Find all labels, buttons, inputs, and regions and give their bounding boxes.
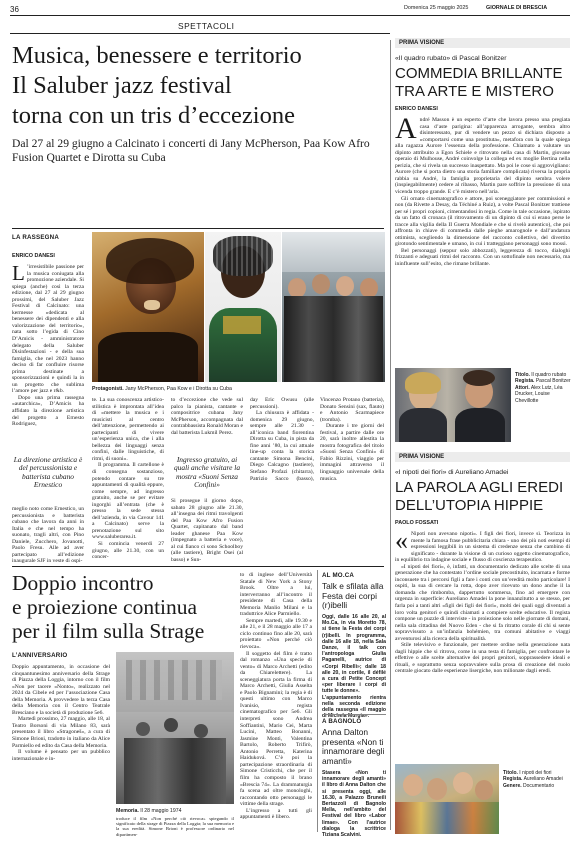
jazz-pull-quote-2: Ingresso gratuito, ai quali anche visitare la mostra «Suoni Senza Confini»: [173, 455, 241, 490]
prima2-card-genre-label: Genere.: [503, 782, 522, 789]
strage-photo-caption-bold: Memoria.: [116, 808, 139, 814]
newspaper-name: GIORNALE DI BRESCIA: [486, 5, 548, 11]
strage-headline-2: e proiezione continua: [12, 595, 198, 619]
photo-il-quadro-rubato: [395, 368, 511, 442]
jazz-col4-p2: La chiusura è affidata - domenica 29 giugno, sempre alle 21.30 - all’iconica band fiorentina Dirotta su Cuba, in pista da fine anni ’80, la cui attuale line-up conta la storica cantante Simona Bencini, Diego Calcagno (tastiere), Stefano Profazi (chitarra), Patrizio Sacco (basso), Vincenzo Protano (batteria), Donato Sensini (sax, flauto) e Antonio Scarmapiece (tromba).: [250, 397, 384, 482]
strage-headline-1: Doppio incontro: [12, 571, 154, 595]
strage-col1-p2: Martedì prossimo, 27 maggio, alle 18, al Teatro Borsoni di via Milano 83, sarà presentato il libro «Stragoneš», a cura di Simone Brioni, tradotto in italiano da Alice Parmiello ed edito da Casa della Memoria.: [12, 716, 110, 749]
jazz-subhead: Dal 27 al 29 giugno a Calcinato i concerti di Jany McPherson, Paa Kow Afro Fusion Quartet e Dirotta su Cuba: [12, 137, 370, 164]
jazz-col-1: [12, 261, 84, 428]
jazz-byline: ENRICO DANESI: [12, 253, 55, 259]
jazz-col4-p3: Durante i tre giorni del festival, a partire dalle ore 20, sarà inoltre allestita la mostra fotografica del titolo «Suoni Senza Confini» di Fabio Rizzini, viaggio per immagini attraverso il linguaggio universale della musica.: [320, 423, 384, 482]
photo-i-nipoti-dei-fiori: [395, 764, 499, 834]
prima2-card-genre: Documentario: [523, 782, 555, 789]
moca-separator: [322, 714, 386, 715]
prima1-card-title: Il quadro rubato: [531, 372, 567, 378]
photo-dirotta-su-cuba: [282, 232, 385, 382]
prima1-card-actors-label: Attori.: [515, 384, 530, 391]
prima1-card-director-label: Regista.: [515, 378, 535, 385]
prima1-kicker: «Il quadro rubato» di Pascal Bonitzer: [395, 55, 507, 62]
strage-col2-p1: troduce il film «Non perché ciò rievoca» spiegando il significato della strage di Piazza della Loggia; la sua memoria e la sua eredità. Simone Brioni è professore ordinario nel dipartimen-: [116, 816, 234, 837]
strage-kicker: L’ANNIVERSARIO: [12, 652, 68, 659]
prima2-p2: «I nipoti dei fiori», è, infatti, un documentario dedicato alle scelte di una generazione che ha contestato l’ordine sociale precostituito, incarnata e forme inconsuete tra i percorsi figli a fare i conti con un’eredità molto particolare! I ospiti, la sua di cercare la rotta, dopo aver ricevuto un dono anche il la domanda che rimbomba, dappertutto sommersa, fino ad emergere con urgenza in superficie: Aureliano Amadei la pone innanzitutto a se stesso, per farla poi a tanti altri «figli dei figli dei fiori», molti dei quali oggi diventati a loro volta genitori e quindi chiamati a compiere scelte educative. Il regista compone un puzzle di interviste - in proiezione solo nelle giornate di domani, nella sala cittadina del Nuovo Eden - che si fa ritratto corale di chi si sente sopravvissuto a un’infanzia bohémien, tra comuni abitative e viaggi avventurosi alla ricerca della spiritualità.: [395, 563, 570, 642]
prima1-dropcap: A: [395, 112, 417, 145]
photo-memoria: [116, 652, 234, 804]
jazz-col3-p1: to d’eccezione che vede sul palco la pianista, cantante e compositrice cubana Jany McPherson, accompagnata dal contrabbassista Ronald Moran e dal batterista Lukmil Perez.: [171, 397, 243, 436]
prima1-headline-2: TRA ARTE E MISTERO: [395, 83, 554, 100]
jazz-col-3-cont: [171, 498, 243, 563]
strage-col1-p1: Doppio appuntamento, in occasione del cinquantunesimo anniversario della Strage di Piazza della Loggia, intorno con il film «Non per tacere «Nonto», realizzato nel 2024 da Cibele ed per l’associazione Casa della Memoria. A provvedere la terza Casa della Memoria con il Centro Teatrale Bresciano e la società di produzione 5e6.: [12, 664, 110, 716]
prima1-card: [515, 372, 571, 404]
photo-paa-kow: [205, 232, 281, 382]
strage-col3-p4: L’ingresso a tutti gli appuntamenti è libero.: [240, 807, 312, 821]
jazz-headline-1: Musica, benessere e territorio: [12, 42, 302, 69]
moca-body-p2: L’appuntamento rientra nella seconda edizione della rassegna «Il maggio di Michela Murgia».: [322, 694, 386, 720]
header-rule-2: [10, 33, 390, 34]
moca-vertical-rule: [317, 570, 318, 832]
prima1-label: PRIMA VISIONE: [395, 38, 570, 48]
prima1-card-title-label: Titolo.: [515, 372, 530, 378]
lower-divider: [12, 566, 384, 567]
strage-col-2b: [116, 816, 234, 837]
prima2-quote-mark: «: [395, 526, 408, 555]
header-rule: [10, 15, 570, 16]
prima2-card-title: I nipoti dei fiori: [519, 770, 552, 776]
strage-headline-3: per il film sulla Strage: [12, 619, 205, 643]
strage-col3-p1: to di inglese dell’Università Statale di New York a Stony Brook. Oltre a lui, interverranno all’incontro il presidente di Casa della Memoria Manlio Milani e la traduttrice Alice Parmiello.: [240, 572, 312, 618]
prima2-headline-1: LA PAROLA AGLI EREDI: [395, 479, 564, 496]
bagnolo-kicker: A BAGNOLO: [322, 718, 362, 725]
bagnolo-body: Stasera «Non ti innamorare degli amanti» il libro di Anna Dalton che si presenta oggi, alle 16.30, a Palazzo Bruneili Bertazzoli di Bagnolo Mella, nell’ambito del Festival del libro «Labor limae». Con l’autrice dialoga la scrittrice Tiziana Scalvini.: [322, 770, 386, 839]
prima1-card-actors: Alex Lutz, Léa Drucker, Louise Chevillotte: [515, 384, 563, 404]
jazz-col1-p2: Dopo una prima rassegna «autarchica», D’Amicis ha affidato la direzione artistica del progetto a Ernesto Rodriguez,: [12, 394, 84, 428]
moca-kicker: AL MO.CA: [322, 572, 355, 579]
prima1-headline-1: COMMEDIA BRILLANTE: [395, 65, 563, 82]
prima2-card-director-label: Regista.: [503, 776, 523, 783]
jazz-photo-caption-text: Jany McPherson, Paa Kow e i Dirotta su Cuba: [125, 386, 232, 392]
jazz-photo-caption: [92, 386, 385, 392]
prima2-byline: PAOLO FOSSATI: [395, 520, 439, 526]
prima2-card: [503, 770, 571, 789]
bagnolo-title: Anna Dalton presenta «Non ti innamorare degli amanti»: [322, 727, 385, 766]
prima2-kicker: «I nipoti dei fiori» di Aureliano Amadei: [395, 469, 509, 476]
jazz-col1-p1: ’irresistibile passione per la musica coniugata alla promozione aziendale. Si spiega (anche) così la terza edizione, dal 27 al 29 giugno prossimi, del Saluber Jazz Festival di Calcinato: una kermesse «dedicata al benessere dei dipendenti e alla valorizzazione del territorio», nata sotto l’egida di Cino D’Amicis - amministratore delegato della Saluber Disinfestazioni - e della sua famiglia, che nel 2023 hanno deciso di far confluire risorse prima destinate a sponsorizzazioni e quindi la in un progetto che sublima l’amore per jazz e r&b.: [12, 264, 84, 395]
moca-body: [322, 614, 386, 719]
jazz-pull-quote-1: La direzione artistica è del percussionista e batterista cubano Ernestico: [13, 455, 83, 490]
jazz-dropcap: L: [12, 261, 25, 285]
jazz-col-4: [250, 397, 384, 482]
photo-jany-mcpherson: [92, 232, 204, 382]
strage-col-1: [12, 664, 110, 762]
jazz-col2-p3: Si comincia venerdì 27 giugno, alle 21.30, con un concer-: [92, 541, 164, 561]
prima1-p1: ndré Masson è un esperto d’arte che lavora presso una pregiata casa d’aste parigina: all’apparenza arrogante, sembra altro disinteressato, pur di vendere un pezzo si dichiara disposto a «comportarsi come una prostituta», metafora con la quale spiega alla ragazza Aurore l’essenza della professione. Chiamato a valutare un dipinto attribuito a Egon Schiele e ritrovato nella casa di Martin, giovane operaio di Mulhouse, André coinvolge la collega ed ex moglie Bertina nella perizia, che si rivela un successo inaspettato. Ma poi le cose si aggrovigliano: Aurore (che si porta dietro una storia familiare complicata) riversa la propria rabbia su André, la famiglia proprietaria del dipinto sembra volere (inspiegabilmente) cedere al ribasso, Martin pare soffrire la pressione di una vicenda troppo grande. E c’è mistero nell’aria.: [395, 117, 570, 196]
header-date: Domenica 25 maggio 2025: [404, 5, 469, 11]
page-number: 36: [10, 5, 19, 14]
prima2-p1: Nipoti non avevano nipoti». I figli dei fiori, invece sì. Teorizza in mente la famosa frase pubblicitaria chiara - uno dei più noti esempi di espressioni leggibili in un sistema di credenze senza che cambino di significato - durante la visione di un curioso oggetto cinematografico, in equilibrio tra indagine sociale e flusso di coscienza terapeutico.: [395, 531, 570, 564]
strage-col1-p3: Il volume è pensato per un pubblico internazionale e in-: [12, 749, 110, 762]
prima1-byline: ENRICO DANESI: [395, 106, 438, 112]
jazz-col4-p1: day Eric Owusu (alle percussioni).: [250, 397, 314, 410]
jazz-col-3: [171, 397, 243, 436]
jazz-col2-p2: Il programma. Il cartellone è di consegna sostanzioso, potendo contare su tre appuntamenti di qualità eppure, come sempre, ad ingresso gratuito, anche se per evitare ingorghi all’entrata (che è presso la sede stessa dell’azienda, in via Cavour 141 a Calcinato) serve la prenotazione sul sito www.saluberarea.it.: [92, 462, 164, 541]
prima2-card-title-label: Titolo.: [503, 770, 518, 776]
prima2-label: PRIMA VISIONE: [395, 452, 570, 462]
strage-col3-p3: Il soggetto del film è tratto dal romanzo «Una specie di vento» di Marco Archetti (edito da Chiarelettere). La sceneggiatura porta la firma di Marco Archetti, Giulia Asselta e Paolo Bignamini; la regia è di questi ultimo con Marco Ivanisio, regista cinematografico per 5e6. Gli interpreti sono Andrea Soffiantini, Mario Cei, Marta Lucini, Matteo Bonanni, Jasmine Monti, Valentina Bartolo, Roberto Trifirò, Antonio Perretta, Katerina Haiduková. C’è poi la partecipazione straordinaria di Simone Cristicchi, che per il film ha composto il brano «Brescia 74». La drammaturgia fa scena ad oltre monologhi, raccontando otto personaggi le vittime della strage.: [240, 650, 312, 808]
prima1-p2: Gli ornato cinematografico e attore, poi sceneggiatore per commissioni e non (da Rivette a Desay, da Téchiné a Ruiz), a volte Pascal Bonitzer trattiene per sé i propri copioni, cimentandosi in regia. Come in tale occasione, ispirato da un fatto di cronaca (il ritrovamento di un dipinto di cui si erano perse le tracce alla vigilia della II Guerra Mondiale e che si rivelò autentico), che poi affronta in chiave di commedia dalle pieghe amarognole e dall’andatura ottimista, scegliendo la dimensione del racconto collettivo, del divertito girotondo sentimentale e umano, in cui i tratteggiano personaggi sono mossi.: [395, 195, 570, 248]
section-label: SPETTACOLI: [178, 21, 235, 31]
jazz-col2-p1: te. La sua conoscenza artistico-stilistica è improntata all’idea di «mettere la musica e i musicisti al centro dell’attenzione, permettendo ai partecipanti di vivere un’esperienza unica, che i alla bellezza dei linguaggi senza confini, dalle linguistiche, di ritmi, di suoni».: [92, 397, 164, 462]
jazz-divider: [12, 228, 384, 229]
jazz-headline-3: torna con un tris d’eccezione: [12, 102, 295, 129]
jazz-col3-p2: Si prosegue il giorno dopo, sabato 28 giugno alle 21.30, all’insegna dei ritmi travolgenti del Paa Kow Afro Fusion Quartet, capitanato dal band leader ghanese Paa Kow (impegnato a batteria e voce), al cui fianco ci sono Schoolboy (alle tastiere), Bright Osei (al basso) e Sun-: [171, 498, 243, 563]
prima1-body: [395, 112, 570, 268]
moca-body-p1: Oggi, dalle 16 alle 20, al Mo.Ca, in via Moretto 78, si tiene la Festa dei corpi (r)ibelli. In programma, dalle 16 alle 18, nella Sala Danze, il talk con l’antropologa Giulia Paganelli, autrice di «Corpi Ribelli»; dalle 18 alle 20, in cortile, il défilé a cura di Petite Concept «per liberare i corpi di tutte le donne».: [322, 614, 386, 695]
prima2-headline-2: DELL’UTOPIA HIPPIE: [395, 497, 544, 514]
jazz-kicker: LA RASSEGNA: [12, 234, 60, 241]
prima1-p3: Bel personaggi (seppur solo abbozzati), leggerezza di tocco, dialoghi frizzanti e adeguati ritmi del racconto. Con un sottofinale non necessario, ma ininfluente sull’esito, che rimane brillante.: [395, 247, 570, 268]
prima2-card-director: Aureliano Amadei: [523, 776, 563, 783]
jazz-col-1-cont: [12, 506, 84, 565]
strage-col-3: [240, 572, 312, 821]
jazz-col-2: [92, 397, 164, 561]
right-column-rule: [390, 40, 391, 830]
prima2-p3: Stile televisivo e funzionale, per mettere ordine nella generazione nata dagli hippie che si ritrova, come in una testa di famiglia, per confrontare le effettive o alle scelte alternative dei propri genitori, sopprassedere ideali e rituali, e soprattutto senza sopravvalere sulla prosa di creazione del ruolo centrale giocato dalle esperienze lisergiche, non milionate dagli eredi.: [395, 642, 570, 675]
strage-photo-caption: [116, 808, 234, 814]
jazz-col1-p3: meglio noto come Ernestico, un percussionista e batterista cubano che lavora da anni in Italia e che nel tempo ha suonato, tragli altri, con Pino Daniele, Zucchero, Jovanotti, Paolo Fresu. Alle ad aver partecipato all’edizione inaugurale SJF in veste di ospi-: [12, 506, 84, 565]
prima2-body: [395, 526, 570, 675]
jazz-headline-2: Il Saluber jazz festival: [12, 72, 232, 99]
moca-title: Talk e sfilata alla Festa dei corpi (r)ibelli: [322, 581, 384, 611]
prima1-card-director: Pascal Bonitzer: [535, 378, 571, 385]
strage-photo-caption-text: Il 28 maggio 1974: [140, 808, 182, 814]
jazz-photo-caption-bold: Protagonisti.: [92, 386, 124, 392]
strage-col3-p2: Sempre martedì, alle 19.30 e alle 21, e il 28 maggio alle 17 a ciclo continuo fino alle 20, sarà proiettato «Non perché ciò rievoca».: [240, 617, 312, 651]
